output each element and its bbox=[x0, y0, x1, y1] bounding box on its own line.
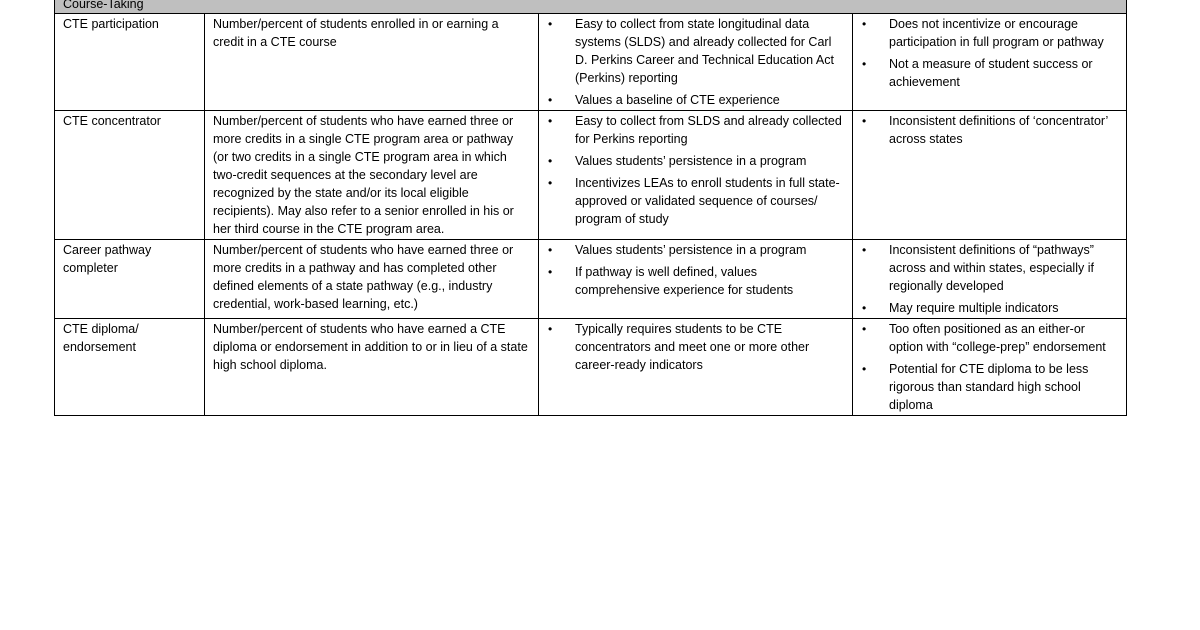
list-item: • Values students’ persistence in a program bbox=[547, 241, 845, 259]
indicator-cell: CTE participation bbox=[55, 14, 205, 111]
limitations-cell bbox=[853, 319, 1127, 416]
list-item: • May require multiple indicators bbox=[861, 299, 1119, 317]
list-item: • Easy to collect from state longitudinal data systems (SLDS) and already collected for Carl D. Perkins Career and Technical Education Act (Perkins) reporting bbox=[547, 15, 845, 87]
section-label: Course-Taking bbox=[55, 0, 1127, 14]
list-item: • Too often positioned as an either-or option with “college-prep” endorsement bbox=[861, 320, 1119, 356]
list-item: • Not a measure of student success or achievement bbox=[861, 55, 1119, 91]
strengths-list bbox=[547, 241, 845, 299]
limitations-cell bbox=[853, 111, 1127, 240]
strengths-cell bbox=[539, 319, 853, 416]
definition-cell: Number/percent of students enrolled in or earning a credit in a CTE course bbox=[205, 14, 539, 111]
list-item: • If pathway is well defined, values comprehensive experience for students bbox=[547, 263, 845, 299]
definition-cell: Number/percent of students who have earned three or more credits in a single CTE program area or pathway (or two credits in a single CTE program area in which two-credit sequences at the secondary level are recognized by the state and/or its local eligible recipients). May also refer to a senior enrolled in his or her third course in the CTE program area. bbox=[205, 111, 539, 240]
strengths-cell bbox=[539, 240, 853, 319]
limitations-list bbox=[861, 241, 1119, 317]
indicator-cell: Career pathway completer bbox=[55, 240, 205, 319]
table-row bbox=[55, 240, 1127, 319]
strengths-cell bbox=[539, 14, 853, 111]
table-row bbox=[55, 319, 1127, 416]
strengths-list bbox=[547, 112, 845, 228]
list-item: • Values a baseline of CTE experience bbox=[547, 91, 845, 109]
list-item: • Inconsistent definitions of “pathways” across and within states, especially if regionally developed bbox=[861, 241, 1119, 295]
list-item: • Potential for CTE diploma to be less rigorous than standard high school diploma bbox=[861, 360, 1119, 414]
limitations-list bbox=[861, 15, 1119, 91]
list-item: • Does not incentivize or encourage participation in full program or pathway bbox=[861, 15, 1119, 51]
definition-cell: Number/percent of students who have earned a CTE diploma or endorsement in addition to or in lieu of a state high school diploma. bbox=[205, 319, 539, 416]
table-row bbox=[55, 14, 1127, 111]
table-row bbox=[55, 111, 1127, 240]
strengths-list bbox=[547, 15, 845, 109]
indicator-cell: CTE diploma/ endorsement bbox=[55, 319, 205, 416]
strengths-cell bbox=[539, 111, 853, 240]
definition-cell: Number/percent of students who have earned three or more credits in a pathway and has completed other defined elements of a state pathway (e.g., industry credential, work-based learning, etc.) bbox=[205, 240, 539, 319]
limitations-cell bbox=[853, 14, 1127, 111]
strengths-list bbox=[547, 320, 845, 374]
list-item: • Typically requires students to be CTE concentrators and meet one or more other career-ready indicators bbox=[547, 320, 845, 374]
list-item: • Inconsistent definitions of ‘concentrator’ across states bbox=[861, 112, 1119, 148]
section-header-row bbox=[55, 0, 1127, 14]
limitations-cell bbox=[853, 240, 1127, 319]
indicator-table bbox=[54, 0, 1127, 416]
indicator-cell: CTE concentrator bbox=[55, 111, 205, 240]
list-item: • Incentivizes LEAs to enroll students in full state-approved or validated sequence of courses/ program of study bbox=[547, 174, 845, 228]
list-item: • Easy to collect from SLDS and already collected for Perkins reporting bbox=[547, 112, 845, 148]
limitations-list bbox=[861, 112, 1119, 148]
table-body bbox=[55, 0, 1127, 416]
list-item: • Values students’ persistence in a program bbox=[547, 152, 845, 170]
limitations-list bbox=[861, 320, 1119, 414]
